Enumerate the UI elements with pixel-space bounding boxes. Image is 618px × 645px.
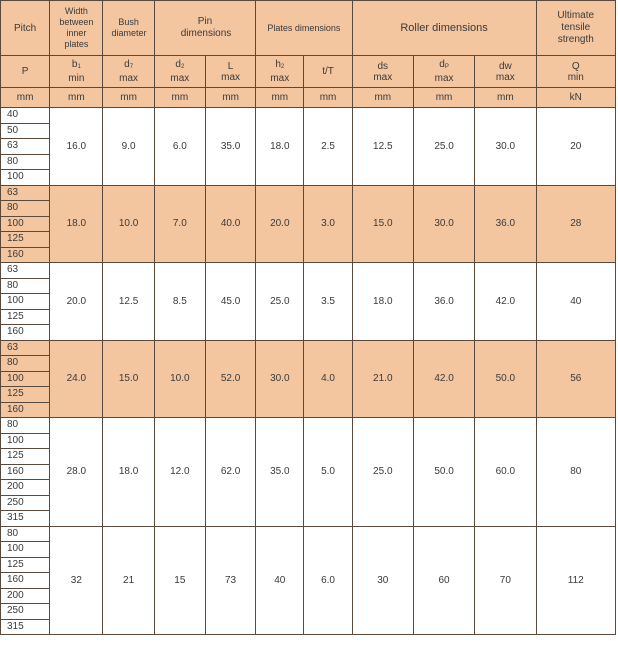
table-row bbox=[1, 526, 616, 542]
value-cell-b1: 24.0 bbox=[50, 340, 103, 418]
value-cell-tt: 5.0 bbox=[304, 418, 352, 527]
value-cell-l: 40.0 bbox=[205, 185, 255, 263]
symbol-l: L max bbox=[205, 56, 255, 88]
value-cell-d2: 6.0 bbox=[154, 108, 205, 186]
value-cell-tt: 6.0 bbox=[304, 526, 352, 635]
value-cell-h2: 30.0 bbox=[256, 340, 304, 418]
value-cell-q: 112 bbox=[536, 526, 615, 635]
pitch-cell: 125 bbox=[1, 232, 50, 248]
table-row bbox=[1, 185, 616, 201]
value-cell-dp: 42.0 bbox=[413, 340, 474, 418]
pitch-cell: 125 bbox=[1, 309, 50, 325]
value-cell-d7: 21 bbox=[103, 526, 154, 635]
value-cell-d2: 15 bbox=[154, 526, 205, 635]
value-cell-h2: 35.0 bbox=[256, 418, 304, 527]
pitch-cell: 80 bbox=[1, 526, 50, 542]
value-cell-h2: 40 bbox=[256, 526, 304, 635]
pitch-cell: 63 bbox=[1, 185, 50, 201]
value-cell-d2: 10.0 bbox=[154, 340, 205, 418]
pitch-cell: 315 bbox=[1, 619, 50, 635]
symbol-row bbox=[1, 56, 616, 88]
value-cell-dp: 30.0 bbox=[413, 185, 474, 263]
pitch-cell: 250 bbox=[1, 495, 50, 511]
pitch-cell: 160 bbox=[1, 247, 50, 263]
pitch-cell: 50 bbox=[1, 123, 50, 139]
unit-tt: mm bbox=[304, 88, 352, 108]
value-cell-b1: 28.0 bbox=[50, 418, 103, 527]
unit-p: mm bbox=[1, 88, 50, 108]
unit-q: kN bbox=[536, 88, 615, 108]
value-cell-dw: 30.0 bbox=[475, 108, 536, 186]
header-pin: Pin dimensions bbox=[154, 1, 255, 56]
value-cell-h2: 20.0 bbox=[256, 185, 304, 263]
header-plates: Plates dimensions bbox=[256, 1, 352, 56]
value-cell-dw: 60.0 bbox=[475, 418, 536, 527]
value-cell-dp: 60 bbox=[413, 526, 474, 635]
pitch-cell: 80 bbox=[1, 278, 50, 294]
table-row bbox=[1, 263, 616, 279]
pitch-cell: 100 bbox=[1, 294, 50, 310]
pitch-cell: 315 bbox=[1, 511, 50, 527]
value-cell-h2: 25.0 bbox=[256, 263, 304, 341]
value-cell-q: 56 bbox=[536, 340, 615, 418]
symbol-dw: dw max bbox=[475, 56, 536, 88]
unit-dw: mm bbox=[475, 88, 536, 108]
unit-row bbox=[1, 88, 616, 108]
value-cell-tt: 4.0 bbox=[304, 340, 352, 418]
value-cell-dw: 70 bbox=[475, 526, 536, 635]
value-cell-b1: 18.0 bbox=[50, 185, 103, 263]
value-cell-ds: 30 bbox=[352, 526, 413, 635]
unit-d7: mm bbox=[103, 88, 154, 108]
symbol-b1: $b_1$ min bbox=[50, 56, 103, 88]
pitch-cell: 100 bbox=[1, 542, 50, 558]
pitch-cell: 80 bbox=[1, 418, 50, 434]
value-cell-q: 40 bbox=[536, 263, 615, 341]
unit-h2: mm bbox=[256, 88, 304, 108]
value-cell-l: 62.0 bbox=[205, 418, 255, 527]
value-cell-l: 73 bbox=[205, 526, 255, 635]
value-cell-tt: 3.0 bbox=[304, 185, 352, 263]
value-cell-dw: 50.0 bbox=[475, 340, 536, 418]
pitch-cell: 63 bbox=[1, 340, 50, 356]
pitch-cell: 160 bbox=[1, 402, 50, 418]
pitch-cell: 100 bbox=[1, 371, 50, 387]
symbol-h2: $h_2$ max bbox=[256, 56, 304, 88]
symbol-dp: $d_P$ max bbox=[413, 56, 474, 88]
symbol-ds: ds max bbox=[352, 56, 413, 88]
pitch-cell: 200 bbox=[1, 480, 50, 496]
unit-ds: mm bbox=[352, 88, 413, 108]
value-cell-tt: 3.5 bbox=[304, 263, 352, 341]
value-cell-dp: 25.0 bbox=[413, 108, 474, 186]
value-cell-dw: 42.0 bbox=[475, 263, 536, 341]
table-row bbox=[1, 108, 616, 124]
table-row bbox=[1, 418, 616, 434]
pitch-cell: 250 bbox=[1, 604, 50, 620]
pitch-cell: 100 bbox=[1, 433, 50, 449]
value-cell-d2: 7.0 bbox=[154, 185, 205, 263]
value-cell-dp: 36.0 bbox=[413, 263, 474, 341]
value-cell-q: 28 bbox=[536, 185, 615, 263]
pitch-cell: 125 bbox=[1, 387, 50, 403]
value-cell-ds: 18.0 bbox=[352, 263, 413, 341]
value-cell-ds: 21.0 bbox=[352, 340, 413, 418]
value-cell-b1: 16.0 bbox=[50, 108, 103, 186]
symbol-p: P bbox=[1, 56, 50, 88]
header-width: Width between inner plates bbox=[50, 1, 103, 56]
pitch-cell: 80 bbox=[1, 356, 50, 372]
table-body bbox=[1, 108, 616, 635]
value-cell-l: 52.0 bbox=[205, 340, 255, 418]
pitch-cell: 160 bbox=[1, 325, 50, 341]
header-row bbox=[1, 1, 616, 56]
value-cell-d7: 15.0 bbox=[103, 340, 154, 418]
value-cell-h2: 18.0 bbox=[256, 108, 304, 186]
pitch-cell: 100 bbox=[1, 170, 50, 186]
pitch-cell: 80 bbox=[1, 154, 50, 170]
unit-dp: mm bbox=[413, 88, 474, 108]
unit-b1: mm bbox=[50, 88, 103, 108]
unit-l: mm bbox=[205, 88, 255, 108]
pitch-cell: 100 bbox=[1, 216, 50, 232]
value-cell-tt: 2.5 bbox=[304, 108, 352, 186]
value-cell-d2: 12.0 bbox=[154, 418, 205, 527]
value-cell-d7: 10.0 bbox=[103, 185, 154, 263]
pitch-cell: 160 bbox=[1, 464, 50, 480]
value-cell-ds: 15.0 bbox=[352, 185, 413, 263]
symbol-tt: t/T bbox=[304, 56, 352, 88]
value-cell-dw: 36.0 bbox=[475, 185, 536, 263]
value-cell-b1: 20.0 bbox=[50, 263, 103, 341]
pitch-cell: 160 bbox=[1, 573, 50, 589]
symbol-d2: $d_2$ max bbox=[154, 56, 205, 88]
pitch-cell: 125 bbox=[1, 557, 50, 573]
value-cell-d7: 18.0 bbox=[103, 418, 154, 527]
value-cell-d2: 8.5 bbox=[154, 263, 205, 341]
pitch-cell: 200 bbox=[1, 588, 50, 604]
symbol-d7: $d_7$ max bbox=[103, 56, 154, 88]
pitch-cell: 63 bbox=[1, 263, 50, 279]
table-row bbox=[1, 340, 616, 356]
value-cell-b1: 32 bbox=[50, 526, 103, 635]
value-cell-d7: 9.0 bbox=[103, 108, 154, 186]
value-cell-l: 45.0 bbox=[205, 263, 255, 341]
unit-d2: mm bbox=[154, 88, 205, 108]
value-cell-dp: 50.0 bbox=[413, 418, 474, 527]
pitch-cell: 125 bbox=[1, 449, 50, 465]
pitch-cell: 40 bbox=[1, 108, 50, 124]
value-cell-q: 20 bbox=[536, 108, 615, 186]
header-roller: Roller dimensions bbox=[352, 1, 536, 56]
pitch-cell: 63 bbox=[1, 139, 50, 155]
header-bush: Bush diameter bbox=[103, 1, 154, 56]
header-pitch: Pitch bbox=[1, 1, 50, 56]
value-cell-d7: 12.5 bbox=[103, 263, 154, 341]
value-cell-q: 80 bbox=[536, 418, 615, 527]
pitch-cell: 80 bbox=[1, 201, 50, 217]
symbol-q: Q min bbox=[536, 56, 615, 88]
value-cell-l: 35.0 bbox=[205, 108, 255, 186]
header-strength: Ultimate tensile strength bbox=[536, 1, 615, 56]
value-cell-ds: 25.0 bbox=[352, 418, 413, 527]
value-cell-ds: 12.5 bbox=[352, 108, 413, 186]
